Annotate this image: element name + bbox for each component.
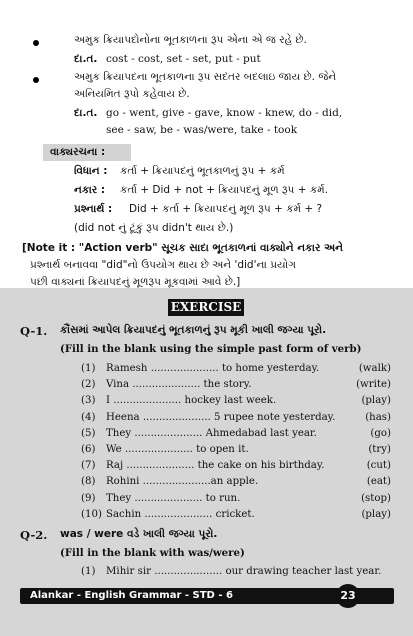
exercise-item-sentence: Ramesh ..................... to home yesterday.	[106, 363, 320, 374]
affirmative-label: વિધાન :	[74, 165, 108, 177]
exercise-item-sentence: Raj ..................... the cake on his birthday.	[106, 460, 325, 472]
bullet-1-example: cost - cost, set - set, put - put	[106, 53, 261, 65]
page-number-badge	[336, 584, 360, 608]
exercise-item-verb-hint: (eat)	[366, 476, 391, 488]
exercise-item-sentence: Heena ..................... 5 rupee note yesterday.	[106, 411, 336, 423]
exercise-item-number: (8)	[81, 476, 96, 488]
exercise-item	[0, 509, 413, 526]
exercise-item-sentence: They ..................... to run.	[106, 492, 241, 504]
bullet-2-example-line-1: go - went, give - gave, know - knew, do - did,	[106, 107, 343, 119]
exercise-item-number: (2)	[81, 379, 96, 391]
exercise-item-verb-hint: (go)	[370, 427, 391, 439]
q1-subtitle: (Fill in the blank using the simple past form of verb)	[60, 343, 362, 355]
exercise-item	[0, 444, 413, 461]
q2-subtitle: (Fill in the blank with was/were)	[60, 547, 245, 559]
note-line-1: [Note it : "Action verb" સૂચક સાદા ભૂતકાળનાં વાક્યોને નકાર અને	[22, 242, 343, 254]
bullet-1-text: અમુક ક્રિયાપદોનોના ભૂતકાળના રૂપ એના એ જ રહે છે.	[74, 34, 307, 46]
exercise-item	[0, 395, 413, 412]
exercise-item-verb-hint: (stop)	[361, 492, 391, 504]
exercise-item-sentence: I ..................... hockey last week.	[106, 395, 277, 407]
exercise-item	[0, 566, 413, 583]
exercise-item	[0, 493, 413, 510]
exercise-item-number: (1)	[81, 566, 96, 577]
sentence-structure-heading: વાક્યરચના :	[50, 146, 106, 158]
exercise-item-sentence: Mihir sir ..................... our drawing teacher last year.	[106, 566, 382, 577]
exercise-item	[0, 428, 413, 445]
exercise-item-number: (9)	[81, 492, 96, 504]
exercise-item-number: (10)	[81, 508, 102, 520]
bullet-2-text-line-1: અમુક ક્રિયાપદના ભૂતકાળના રૂપ સદંતર બદલાઇ જાય છે. જેને	[74, 71, 337, 83]
note-line-3: પછી વાક્યનાં ક્રિયાપદનું મૂળરૂપ મૂકવામાં આવે છે.]	[30, 276, 241, 288]
exercise-item-verb-hint: (cut)	[366, 460, 391, 472]
exercise-item-verb-hint: (write)	[356, 379, 391, 391]
bullet-dot	[33, 77, 39, 83]
exercise-item-number: (5)	[81, 427, 96, 439]
exercise-item-number: (3)	[81, 395, 96, 407]
exercise-item	[0, 379, 413, 396]
interrogative-label: પ્રશ્નાર્થ :	[74, 203, 113, 215]
exercise-item-number: (7)	[81, 460, 96, 472]
bullet-2-example-line-2: see - saw, be - was/were, take - took	[106, 124, 298, 136]
bullet-1-example-label: દા.ત.	[74, 53, 98, 65]
interrogative-formula: Did + કર્તા + ક્રિયાપદનું મૂળ રૂપ + કર્મ + ?	[129, 203, 323, 215]
exercise-item-sentence: Vina ..................... the story.	[106, 379, 252, 391]
exercise-item-verb-hint: (try)	[368, 444, 391, 455]
exercise-title: EXERCISE	[168, 299, 244, 316]
exercise-item	[0, 363, 413, 380]
footer-title: Alankar - English Grammar - STD - 6	[30, 590, 233, 601]
q1-label: Q-1.	[20, 324, 48, 338]
exercise-item-verb-hint: (play)	[361, 508, 391, 520]
bullet-dot	[33, 40, 39, 46]
exercise-item-sentence: Sachin ..................... cricket.	[106, 508, 255, 520]
didnt-short-form-note: (did not નું ટૂંકું રૂપ didn't થાય છે.)	[74, 222, 234, 234]
q2-label: Q-2.	[20, 528, 48, 542]
q2-title: was / were વડે ખાલી જગ્યા પૂરો.	[60, 528, 218, 540]
exercise-item-verb-hint: (has)	[365, 411, 391, 423]
note-line-2: પ્રશ્નાર્થ બનાવવા "did"નો ઉપયોગ થાય છે અને 'did'ના પ્રયોગ	[30, 259, 296, 271]
exercise-item	[0, 460, 413, 477]
exercise-item-verb-hint: (play)	[361, 395, 391, 407]
exercise-item	[0, 476, 413, 493]
exercise-item-sentence: They ..................... Ahmedabad last year.	[106, 427, 317, 439]
negative-label: નકાર :	[74, 184, 106, 196]
exercise-item	[0, 412, 413, 429]
exercise-item-sentence: Rohini .....................an apple.	[106, 476, 259, 488]
exercise-item-sentence: We ..................... to open it.	[106, 444, 249, 455]
exercise-item-number: (6)	[81, 444, 96, 455]
bullet-2-text-line-2: અનિયમિત રૂપો કહેવાય છે.	[74, 88, 190, 100]
q1-title: કૌંસમાં આપેલ ક્રિયાપદનું ભૂતકાળનું રૂપ મૂકી ખાલી જગ્યા પૂરો.	[60, 324, 327, 336]
exercise-item-verb-hint: (walk)	[358, 363, 391, 374]
page-number: 23	[340, 589, 356, 602]
negative-formula: કર્તા + Did + not + ક્રિયાપદનું મૂળ રૂપ + કર્મ.	[120, 184, 329, 196]
bullet-2-example-label: દા.ત.	[74, 107, 98, 119]
affirmative-formula: કર્તા + ક્રિયાપદનું ભૂતકાળનું રૂપ + કર્મ	[120, 165, 285, 177]
exercise-item-number: (4)	[81, 411, 96, 423]
exercise-item-number: (1)	[81, 363, 96, 374]
